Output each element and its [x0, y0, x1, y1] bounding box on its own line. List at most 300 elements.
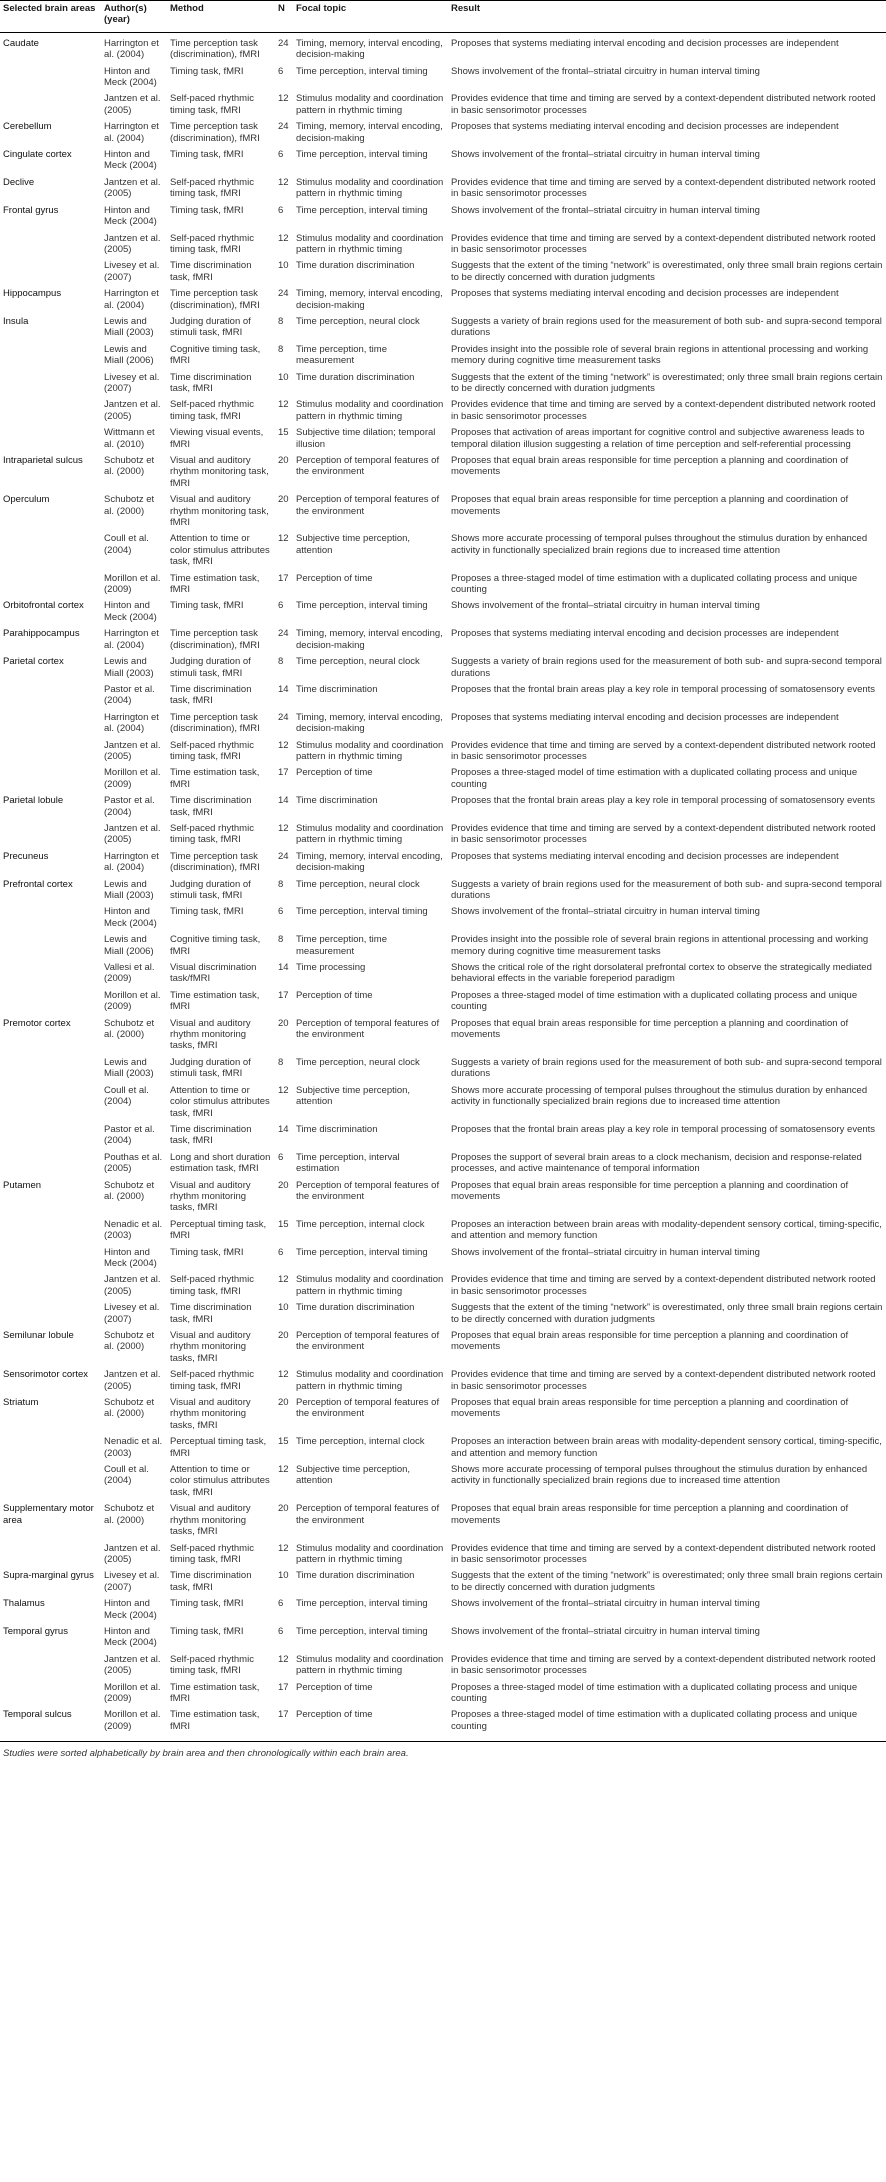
method-cell: Cognitive timing task, fMRI: [170, 934, 261, 957]
focal-topic-cell: Time perception, neural clock: [296, 315, 420, 327]
method-cell: Time perception task (discrimination), fMRI: [170, 628, 260, 651]
method-cell: Perceptual timing task, fMRI: [170, 1436, 267, 1459]
method-cell: Judging duration of stimuli task, fMRI: [170, 878, 251, 901]
author-cell: Livesey et al. (2007): [104, 371, 160, 394]
table-row: [0, 65, 886, 93]
author-cell: Harrington et al. (2004): [104, 37, 159, 61]
table-row: [0, 1329, 886, 1368]
table-row: [0, 1502, 886, 1541]
author-cell: Jantzen et al. (2005): [104, 739, 161, 762]
author-cell: Morillon et al. (2009): [104, 767, 161, 790]
table-row: [0, 1179, 886, 1218]
result-cell: Proposes that equal brain areas responsible for time perception a planning and coordination of movements: [451, 494, 849, 517]
focal-topic-cell: Time perception, time measurement: [296, 934, 387, 957]
result-cell: Provides insight into the possible role of several brain regions in attentional processing and working memory during cognitive time measurement tasks: [451, 934, 869, 957]
n-cell: 14: [278, 962, 289, 974]
author-cell: Hinton and Meck (2004): [104, 1246, 157, 1269]
n-cell: 24: [278, 850, 289, 862]
result-cell: Proposes that equal brain areas responsible for time perception a planning and coordination of movements: [451, 1503, 849, 1526]
method-cell: Time estimation task, fMRI: [170, 1681, 260, 1704]
n-cell: 8: [278, 315, 284, 327]
author-cell: Jantzen et al. (2005): [104, 822, 161, 846]
table-row: [0, 1218, 886, 1246]
method-cell: Visual and auditory rhythm monitoring tasks, fMRI: [170, 1330, 251, 1364]
n-cell: 24: [278, 628, 289, 640]
brain-area-cell: [0, 989, 101, 1017]
table-row: [0, 1017, 886, 1056]
n-cell: 20: [278, 1330, 289, 1341]
brain-area-cell: [0, 1681, 101, 1709]
brain-area-cell: [0, 398, 101, 426]
focal-topic-cell: Stimulus modality and coordination pattern in rhythmic timing: [296, 1542, 444, 1565]
brain-area-cell: [0, 683, 101, 711]
author-cell: Hinton and Meck (2004): [104, 906, 157, 929]
brain-area-cell: Operculum: [3, 494, 50, 506]
focal-topic-cell: Time perception, interval timing: [296, 1246, 428, 1258]
method-cell: Timing task, fMRI: [170, 65, 244, 77]
author-cell: Livesey et al. (2007): [104, 1302, 160, 1325]
focal-topic-cell: Timing, memory, interval encoding, decision-making: [296, 628, 443, 651]
brain-area-cell: Supplementary motor area: [3, 1503, 94, 1526]
table-row: [0, 599, 886, 627]
method-cell: Visual and auditory rhythm monitoring tasks, fMRI: [170, 1179, 251, 1214]
n-cell: 12: [278, 176, 289, 188]
n-cell: 20: [278, 1503, 289, 1515]
table-row: [0, 426, 886, 454]
result-cell: Suggests a variety of brain regions used for the measurement of both sub- and supra-second temporal durations: [451, 656, 882, 679]
n-cell: 6: [278, 1625, 284, 1637]
author-cell: Hinton and Meck (2004): [104, 1598, 157, 1621]
focal-topic-cell: Time perception, interval timing: [296, 65, 428, 77]
n-cell: 8: [278, 934, 284, 946]
table-row: [0, 1653, 886, 1681]
method-cell: Time perception task (discrimination), fMRI: [170, 121, 260, 144]
author-cell: Pouthas et al. (2005): [104, 1151, 163, 1175]
method-cell: Self-paced rhythmic timing task, fMRI: [170, 232, 254, 255]
focal-topic-cell: Time perception, internal clock: [296, 1218, 425, 1230]
result-cell: Provides evidence that time and timing are served by a context-dependent distributed network rooted in basic sensorimotor processes: [451, 822, 876, 846]
brain-area-cell: Parietal lobule: [3, 795, 64, 807]
author-cell: Schubotz et al. (2000): [104, 1330, 155, 1353]
method-cell: Time discrimination task, fMRI: [170, 795, 252, 818]
result-cell: Shows involvement of the frontal–striatal circuitry in human interval timing: [451, 1246, 760, 1258]
brain-area-cell: [0, 961, 101, 989]
table-row: [0, 933, 886, 961]
focal-topic-cell: Perception of time: [293, 1708, 448, 1741]
brain-area-cell: [0, 1653, 101, 1681]
result-cell: Provides evidence that time and timing are served by a context-dependent distributed network rooted in basic sensorimotor processes: [451, 739, 876, 762]
focal-topic-cell: Perception of temporal features of the environment: [296, 1397, 440, 1420]
author-cell: Harrington et al. (2004): [104, 711, 159, 735]
header-selected-brain-areas: Selected brain areas: [0, 1, 101, 33]
n-cell: 8: [278, 1056, 284, 1068]
method-cell: Time discrimination task, fMRI: [170, 683, 252, 707]
brain-area-cell: Parahippocampus: [3, 628, 80, 640]
focal-topic-cell: Perception of temporal features of the environment: [296, 455, 440, 478]
method-cell: Time perception task (discrimination), fMRI: [170, 711, 260, 735]
table-body: [0, 32, 886, 1741]
n-cell: 12: [278, 1274, 289, 1286]
result-cell: Proposes that systems mediating interval encoding and decision processes are independent: [451, 628, 839, 640]
author-cell: Morillon et al. (2009): [104, 989, 161, 1013]
method-cell: Visual and auditory rhythm monitoring task, fMRI: [170, 494, 269, 529]
result-cell: Proposes that systems mediating interval encoding and decision processes are independent: [451, 121, 839, 133]
focal-topic-cell: Subjective time perception, attention: [296, 1084, 411, 1108]
brain-area-cell: Orbitofrontal cortex: [3, 600, 84, 612]
header-method: Method: [167, 1, 275, 33]
method-cell: Judging duration of stimuli task, fMRI: [170, 315, 251, 339]
table-row: [0, 454, 886, 493]
author-cell: Hinton and Meck (2004): [104, 65, 157, 89]
focal-topic-cell: Time perception, time measurement: [296, 343, 387, 367]
author-cell: Harrington et al. (2004): [104, 288, 159, 311]
author-cell: Jantzen et al. (2005): [104, 1653, 161, 1677]
result-cell: Proposes an interaction between brain areas with modality-dependent sensory cortical, timing-specific, and attention and memory function: [451, 1436, 882, 1459]
n-cell: 6: [278, 1598, 284, 1610]
table-row: [0, 287, 886, 315]
author-cell: Lewis and Miall (2006): [104, 343, 154, 367]
table-row: [0, 711, 886, 739]
brain-area-cell: Precuneus: [3, 850, 49, 862]
n-cell: 12: [278, 93, 289, 105]
result-cell: Suggests a variety of brain regions used for the measurement of both sub- and supra-second temporal durations: [451, 1056, 882, 1080]
brain-area-cell: [0, 343, 101, 371]
result-cell: Proposes a three-staged model of time estimation with a duplicated collating process and unique counting: [448, 1708, 886, 1741]
author-cell: Lewis and Miall (2003): [104, 878, 154, 901]
method-cell: Judging duration of stimuli task, fMRI: [170, 1056, 251, 1080]
focal-topic-cell: Time perception, interval estimation: [296, 1151, 400, 1175]
result-cell: Suggests that the extent of the timing “network” is overestimated, only three small brain regions certain to be directly concerned with duration judgments: [451, 1302, 883, 1325]
brain-area-cell: Intraparietal sulcus: [3, 455, 83, 466]
result-cell: Proposes that equal brain areas responsible for time perception a planning and coordination of movements: [451, 1017, 849, 1041]
n-cell: 14: [278, 683, 289, 695]
table-row: [0, 655, 886, 683]
n-cell: 17: [278, 1681, 289, 1693]
n-cell: 20: [278, 1179, 289, 1191]
focal-topic-cell: Perception of temporal features of the environment: [296, 494, 440, 517]
brain-area-cell: [0, 933, 101, 961]
author-cell: Harrington et al. (2004): [104, 628, 159, 651]
method-cell: Time estimation task, fMRI: [170, 572, 260, 596]
table-row: [0, 1597, 886, 1625]
focal-topic-cell: Timing, memory, interval encoding, decision-making: [296, 288, 443, 311]
table-row: [0, 1246, 886, 1274]
brain-area-cell: [0, 1463, 101, 1502]
focal-topic-cell: Time duration discrimination: [296, 260, 415, 272]
table-row: [0, 627, 886, 655]
table-row: [0, 739, 886, 767]
brain-area-cell: Supra-marginal gyrus: [3, 1570, 94, 1582]
n-cell: 12: [278, 1542, 289, 1554]
n-cell: 6: [278, 1246, 284, 1258]
focal-topic-cell: Timing, memory, interval encoding, decision-making: [296, 711, 443, 735]
brain-area-cell: [0, 1151, 101, 1179]
author-cell: Coull et al. (2004): [104, 533, 149, 556]
focal-topic-cell: Time perception, internal clock: [296, 1436, 425, 1448]
focal-topic-cell: Perception of temporal features of the environment: [296, 1179, 440, 1202]
author-cell: Coull et al. (2004): [104, 1084, 149, 1108]
n-cell: 12: [278, 1464, 289, 1476]
n-cell: 8: [278, 878, 284, 890]
focal-topic-cell: Time perception, interval timing: [296, 204, 428, 216]
result-cell: Proposes that equal brain areas responsible for time perception a planning and coordination of movements: [451, 1330, 849, 1353]
method-cell: Time discrimination task, fMRI: [170, 1302, 252, 1325]
n-cell: 8: [278, 656, 284, 668]
author-cell: Jantzen et al. (2005): [104, 1369, 161, 1392]
brain-area-cell: Striatum: [3, 1397, 39, 1409]
n-cell: 14: [278, 795, 289, 807]
table-row: [0, 878, 886, 906]
author-cell: Pastor et al. (2004): [104, 683, 155, 707]
n-cell: 24: [278, 711, 289, 723]
table-header: [0, 1, 886, 33]
focal-topic-cell: Time duration discrimination: [296, 1302, 415, 1314]
method-cell: Time perception task (discrimination), fMRI: [170, 288, 260, 311]
n-cell: 6: [278, 600, 284, 612]
brain-area-cell: [0, 1056, 101, 1084]
method-cell: Time discrimination task, fMRI: [170, 1570, 252, 1593]
table-row: [0, 1123, 886, 1151]
table-row: [0, 989, 886, 1017]
result-cell: Shows involvement of the frontal–striatal circuitry in human interval timing: [451, 1625, 760, 1637]
author-cell: Jantzen et al. (2005): [104, 176, 161, 200]
result-cell: Provides evidence that time and timing are served by a context-dependent distributed network rooted in basic sensorimotor processes: [451, 1653, 876, 1677]
result-cell: Provides evidence that time and timing are served by a context-dependent distributed network rooted in basic sensorimotor processes: [451, 232, 876, 255]
author-cell: Schubotz et al. (2000): [104, 1179, 155, 1202]
author-cell: Jantzen et al. (2005): [104, 1542, 161, 1565]
brain-area-cell: [0, 822, 101, 850]
table-row: [0, 1542, 886, 1570]
result-cell: Shows involvement of the frontal–striatal circuitry in human interval timing: [451, 1598, 760, 1610]
n-cell: 15: [278, 1218, 289, 1230]
method-cell: Attention to time or color stimulus attributes task, fMRI: [170, 1084, 270, 1119]
focal-topic-cell: Stimulus modality and coordination pattern in rhythmic timing: [296, 1274, 444, 1297]
method-cell: Time estimation task, fMRI: [167, 1708, 275, 1741]
result-cell: Provides evidence that time and timing are served by a context-dependent distributed network rooted in basic sensorimotor processes: [451, 176, 876, 200]
n-cell: 20: [278, 494, 289, 506]
author-cell: Lewis and Miall (2003): [104, 1056, 154, 1080]
method-cell: Attention to time or color stimulus attributes task, fMRI: [170, 1464, 270, 1498]
brain-area-cell: [0, 766, 101, 794]
method-cell: Timing task, fMRI: [170, 600, 244, 612]
method-cell: Timing task, fMRI: [170, 1598, 244, 1610]
result-cell: Shows the critical role of the right dorsolateral prefrontal cortex to observe the strategically mediated behavioral effects in the variable foreperiod paradigm: [451, 962, 872, 985]
author-cell: Pastor et al. (2004): [104, 795, 155, 818]
focal-topic-cell: Perception of temporal features of the environment: [296, 1330, 440, 1353]
brain-area-cell: Declive: [3, 176, 35, 188]
author-cell: Hinton and Meck (2004): [104, 204, 157, 228]
method-cell: Timing task, fMRI: [170, 204, 244, 216]
n-cell: 24: [278, 121, 289, 133]
table-row: [0, 961, 886, 989]
table-row: [0, 1708, 886, 1741]
n-cell: 20: [278, 1397, 289, 1409]
focal-topic-cell: Time perception, interval timing: [296, 600, 428, 612]
result-cell: Shows more accurate processing of temporal pulses throughout the stimulus duration by enhanced activity in functionally specialized brain regions due to increased time attention: [451, 1464, 868, 1487]
focal-topic-cell: Perception of time: [296, 1681, 373, 1693]
method-cell: Cognitive timing task, fMRI: [170, 343, 261, 367]
table-row: [0, 204, 886, 232]
table-row: [0, 532, 886, 571]
brain-area-cell: [0, 371, 101, 399]
table-row: [0, 371, 886, 399]
brain-area-cell: [0, 532, 101, 571]
table-row: [0, 493, 886, 532]
header-authors-year: Author(s) (year): [101, 1, 167, 33]
brain-area-cell: Sensorimotor cortex: [3, 1369, 89, 1381]
header-focal-topic: Focal topic: [293, 1, 448, 33]
author-cell: Schubotz et al. (2000): [104, 1017, 155, 1041]
focal-topic-cell: Perception of time: [296, 767, 373, 779]
table-row: [0, 905, 886, 933]
focal-topic-cell: Stimulus modality and coordination pattern in rhythmic timing: [296, 1369, 444, 1392]
result-cell: Provides insight into the possible role of several brain regions in attentional processing and working memory during cognitive time measurement tasks: [451, 343, 869, 367]
method-cell: Self-paced rhythmic timing task, fMRI: [170, 739, 254, 762]
focal-topic-cell: Perception of temporal features of the environment: [296, 1017, 440, 1041]
author-cell: Harrington et al. (2004): [104, 121, 159, 144]
method-cell: Self-paced rhythmic timing task, fMRI: [170, 176, 254, 200]
method-cell: Time discrimination task, fMRI: [170, 1123, 252, 1147]
result-cell: Proposes a three-staged model of time estimation with a duplicated collating process and unique counting: [451, 572, 858, 596]
n-cell: 12: [278, 822, 289, 834]
n-cell: 6: [278, 204, 284, 216]
table-row: [0, 176, 886, 204]
author-cell: Nenadic et al. (2003): [104, 1436, 163, 1459]
result-cell: Proposes that systems mediating interval encoding and decision processes are independent: [451, 288, 839, 300]
focal-topic-cell: Timing, memory, interval encoding, decision-making: [296, 37, 443, 61]
focal-topic-cell: Stimulus modality and coordination pattern in rhythmic timing: [296, 93, 444, 116]
brain-area-cell: [0, 711, 101, 739]
brain-area-cell: Cingulate cortex: [3, 149, 72, 161]
focal-topic-cell: Timing, memory, interval encoding, decision-making: [296, 850, 443, 874]
brain-area-cell: [0, 232, 101, 260]
header-row: [0, 1, 886, 33]
method-cell: Perceptual timing task, fMRI: [170, 1218, 267, 1242]
table-row: [0, 794, 886, 822]
focal-topic-cell: Time discrimination: [296, 683, 378, 695]
focal-topic-cell: Stimulus modality and coordination pattern in rhythmic timing: [296, 739, 444, 762]
method-cell: Self-paced rhythmic timing task, fMRI: [170, 1653, 254, 1677]
n-cell: 10: [278, 1302, 289, 1314]
table-row: [0, 259, 886, 287]
result-cell: Proposes that the frontal brain areas play a key role in temporal processing of somatosensory events: [451, 795, 876, 807]
author-cell: Schubotz et al. (2000): [104, 1397, 155, 1420]
result-cell: Shows involvement of the frontal–striatal circuitry in human interval timing: [451, 149, 760, 161]
brain-area-cell: Insula: [3, 315, 29, 327]
method-cell: Timing task, fMRI: [170, 906, 244, 918]
method-cell: Timing task, fMRI: [170, 1625, 244, 1637]
result-cell: Proposes that activation of areas important for cognitive control and subjective awareness leads to temporal dilation illusion suggesting a relation of time perception and self-referential processing: [451, 427, 865, 450]
table-row: [0, 1463, 886, 1502]
table-row: [0, 572, 886, 600]
result-cell: Suggests that the extent of the timing “network” is overestimated; only three small brain regions certain to be directly concerned with duration judgments: [451, 371, 883, 394]
method-cell: Self-paced rhythmic timing task, fMRI: [170, 399, 254, 422]
table-row: [0, 120, 886, 148]
table-row: [0, 1056, 886, 1084]
brain-area-cell: Parietal cortex: [3, 656, 64, 668]
result-cell: Shows involvement of the frontal–striatal circuitry in human interval timing: [451, 600, 760, 612]
author-cell: Jantzen et al. (2005): [104, 1274, 161, 1297]
method-cell: Visual and auditory rhythm monitoring tasks, fMRI: [170, 1503, 251, 1538]
author-cell: Jantzen et al. (2005): [104, 232, 161, 255]
n-cell: 15: [278, 1436, 289, 1448]
table-row: [0, 1151, 886, 1179]
brain-area-cell: [0, 1542, 101, 1570]
n-cell: 17: [278, 767, 289, 779]
brain-area-cell: [0, 426, 101, 454]
result-cell: Shows more accurate processing of temporal pulses throughout the stimulus duration by enhanced activity in functionally specialized brain regions due to increased time attention: [451, 1084, 868, 1108]
focal-topic-cell: Subjective time perception, attention: [296, 533, 411, 556]
table-row: [0, 232, 886, 260]
n-cell: 14: [278, 1123, 289, 1135]
method-cell: Time estimation task, fMRI: [170, 989, 260, 1013]
n-cell: 17: [278, 989, 289, 1001]
author-cell: Lewis and Miall (2006): [104, 934, 154, 957]
brain-area-cell: [0, 572, 101, 600]
result-cell: Proposes an interaction between brain areas with modality-dependent sensory cortical, timing-specific, and attention and memory function: [451, 1218, 882, 1242]
table-footnote: Studies were sorted alphabetically by brain area and then chronologically within each brain area.: [3, 1748, 409, 1760]
result-cell: Provides evidence that time and timing are served by a context-dependent distributed network rooted in basic sensorimotor processes: [451, 1542, 876, 1565]
result-cell: Shows involvement of the frontal–striatal circuitry in human interval timing: [451, 906, 760, 918]
table-row: [0, 822, 886, 850]
focal-topic-cell: Stimulus modality and coordination pattern in rhythmic timing: [296, 1653, 444, 1677]
result-cell: Provides evidence that time and timing are served by a context-dependent distributed network rooted in basic sensorimotor processes: [451, 399, 876, 422]
focal-topic-cell: Stimulus modality and coordination pattern in rhythmic timing: [296, 232, 444, 255]
brain-area-cell: [0, 1084, 101, 1123]
author-cell: Morillon et al. (2009): [101, 1708, 167, 1741]
author-cell: Lewis and Miall (2003): [104, 315, 154, 339]
table-row: [0, 1396, 886, 1435]
focal-topic-cell: Perception of time: [296, 989, 373, 1001]
focal-topic-cell: Stimulus modality and coordination pattern in rhythmic timing: [296, 822, 444, 846]
result-cell: Proposes that systems mediating interval encoding and decision processes are independent: [451, 711, 839, 723]
n-cell: 12: [278, 1653, 289, 1665]
method-cell: Timing task, fMRI: [170, 149, 244, 161]
method-cell: Time discrimination task, fMRI: [170, 260, 252, 283]
author-cell: Livesey et al. (2007): [104, 260, 160, 283]
table-row: [0, 343, 886, 371]
result-cell: Proposes a three-staged model of time estimation with a duplicated collating process and unique counting: [451, 1681, 858, 1704]
n-cell: 8: [278, 343, 284, 355]
focal-topic-cell: Time perception, neural clock: [296, 1056, 420, 1068]
focal-topic-cell: Timing, memory, interval encoding, decision-making: [296, 121, 443, 144]
brain-area-cell: Frontal gyrus: [3, 204, 59, 216]
focal-topic-cell: Time perception, interval timing: [296, 149, 428, 161]
result-cell: Proposes that the frontal brain areas play a key role in temporal processing of somatosensory events: [451, 683, 876, 695]
focal-topic-cell: Stimulus modality and coordination pattern in rhythmic timing: [296, 399, 444, 422]
n-cell: 12: [278, 739, 289, 751]
method-cell: Time discrimination task, fMRI: [170, 371, 252, 394]
n-cell: 6: [278, 906, 284, 918]
result-cell: Suggests that the extent of the timing “network” is overestimated; only three small brain regions certain to be directly concerned with duration judgments: [451, 1570, 883, 1593]
n-cell: 6: [278, 65, 284, 77]
author-cell: Hinton and Meck (2004): [104, 1625, 157, 1649]
method-cell: Time perception task (discrimination), fMRI: [170, 37, 260, 61]
focal-topic-cell: Time duration discrimination: [296, 1570, 415, 1582]
result-cell: Provides evidence that time and timing are served by a context-dependent distributed network rooted in basic sensorimotor processes: [451, 1274, 876, 1297]
table-row: [0, 1625, 886, 1653]
author-cell: Pastor et al. (2004): [104, 1123, 155, 1147]
method-cell: Timing task, fMRI: [170, 1246, 244, 1258]
method-cell: Self-paced rhythmic timing task, fMRI: [170, 1274, 254, 1297]
author-cell: Lewis and Miall (2003): [104, 656, 154, 679]
n-cell: 15: [278, 427, 289, 439]
brain-area-cell: Putamen: [3, 1179, 42, 1191]
focal-topic-cell: Time discrimination: [296, 795, 378, 807]
table-row: [0, 1084, 886, 1123]
brain-area-cell: [0, 1123, 101, 1151]
focal-topic-cell: Time duration discrimination: [296, 371, 415, 383]
